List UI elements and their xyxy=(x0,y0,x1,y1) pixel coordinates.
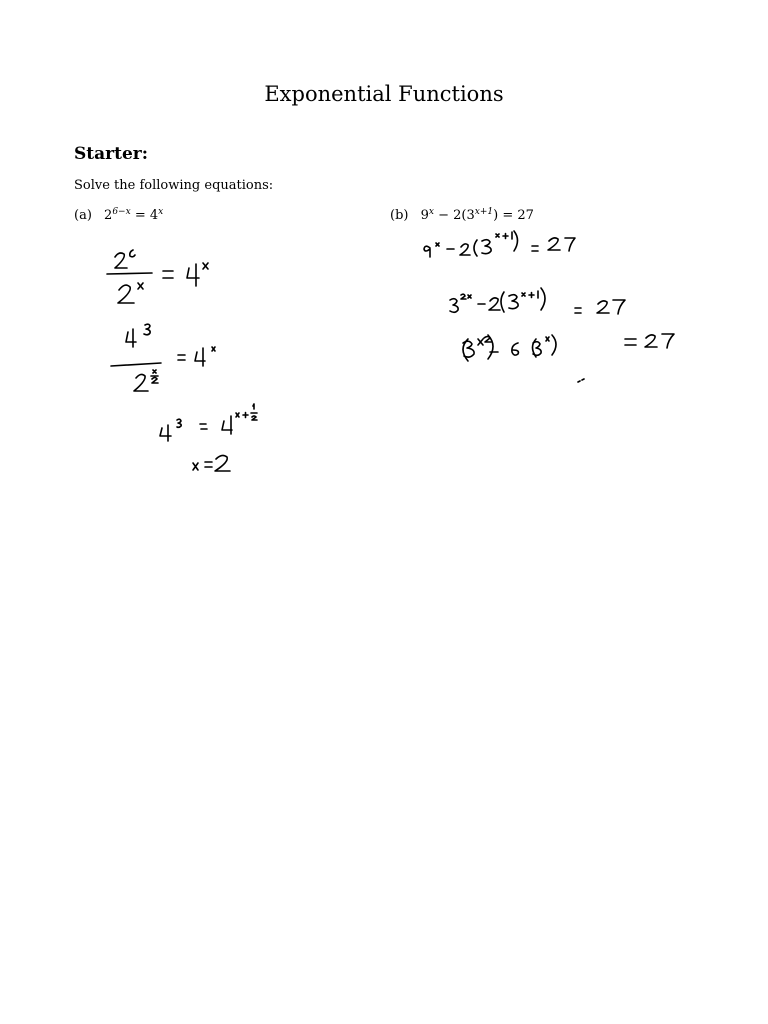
problem-a-lhs-exponent: 6−x xyxy=(112,207,131,217)
problem-a-lhs-base: 2 xyxy=(104,208,113,223)
problem-b-term1-base: 9 xyxy=(420,208,429,223)
problem-b-term2-exponent: x+1 xyxy=(474,207,494,217)
instruction-text: Solve the following equations: xyxy=(74,178,274,193)
problem-b-label: (b) xyxy=(390,208,409,223)
problem-a-label: (a) xyxy=(74,208,92,223)
problem-b-equals: = xyxy=(502,208,514,223)
problem-a-equals: = xyxy=(134,208,146,223)
problem-b-term2-base: 3 xyxy=(466,208,475,223)
problem-b-minus: − xyxy=(438,208,450,223)
problem-a-rhs-exponent: x xyxy=(158,207,164,217)
page-title: Exponential Functions xyxy=(264,82,504,106)
problem-a-rhs-base: 4 xyxy=(149,208,159,223)
section-heading: Starter: xyxy=(74,144,149,164)
problem-b-close-paren: ) xyxy=(493,208,499,223)
problem-b-rhs: 27 xyxy=(517,208,534,223)
problem-b-term1-exponent: x xyxy=(428,207,434,217)
problem-b-coefficient: 2( xyxy=(453,208,467,223)
